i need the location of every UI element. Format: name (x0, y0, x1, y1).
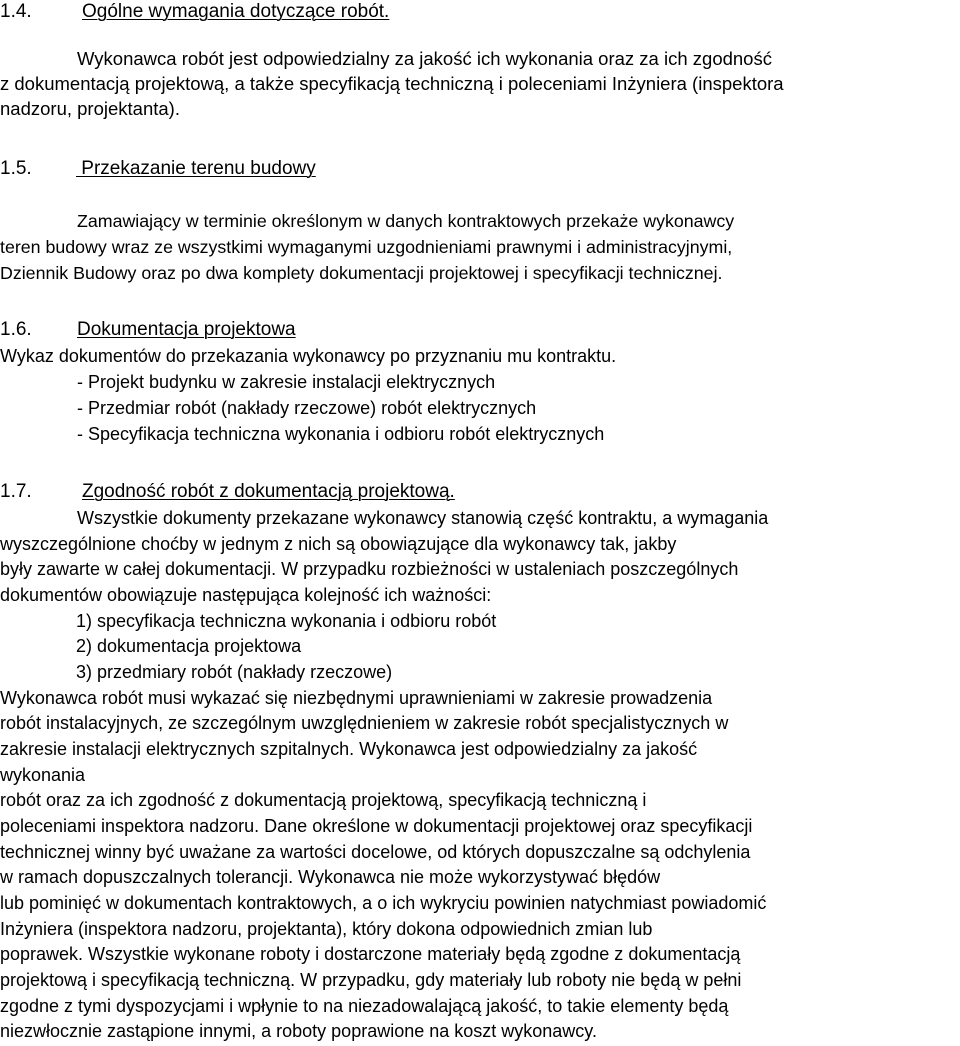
paragraph-line: Dziennik Budowy oraz po dwa komplety dokumentacji projektowej i specyfikacji technicznej. (0, 263, 723, 283)
paragraph-line: zgodne z tymi dyspozycjami i wpłynie to na niezadowalającą jakość, to takie elementy będą (0, 996, 729, 1016)
paragraph-line: wykonania (0, 765, 86, 785)
paragraph-line: zakresie instalacji elektrycznych szpitalnych. Wykonawca jest odpowiedzialny za jakość (0, 739, 698, 759)
section-title: Przekazanie terenu budowy (76, 158, 316, 179)
paragraph-line: teren budowy wraz ze wszystkimi wymaganymi uzgodnieniami prawnymi i administracyjnymi, (0, 237, 733, 257)
paragraph-line: Wykonawca robót musi wykazać się niezbędnymi uprawnieniami w zakresie prowadzenia (0, 688, 713, 708)
paragraph-line: Inżyniera (inspektora nadzoru, projektanta), który dokona odpowiednich zmian lub (0, 919, 653, 939)
section-title: Zgodność robót z dokumentacją projektową. (82, 481, 455, 502)
paragraph-line: Wykaz dokumentów do przekazania wykonawcy po przyznaniu mu kontraktu. (0, 346, 617, 366)
paragraph-line: nadzoru, projektanta). (0, 98, 180, 119)
list-item: - Specyfikacja techniczna wykonania i odbioru robót elektrycznych (77, 424, 605, 444)
list-item: 2) dokumentacja projektowa (76, 636, 302, 656)
paragraph-line: były zawarte w całej dokumentacji. W przypadku rozbieżności w ustaleniach poszczególnych (0, 559, 739, 579)
paragraph-line: robót instalacyjnych, ze szczególnym uwzględnieniem w zakresie robót specjalistycznych w (0, 713, 729, 733)
section-number: 1.6. (0, 319, 32, 340)
section-number: 1.7. (0, 481, 32, 502)
paragraph-line: poleceniami inspektora nadzoru. Dane określone w dokumentacji projektowej oraz specyfikacji (0, 816, 753, 836)
section-heading-1-4 (0, 0, 389, 24)
paragraph-line: projektową i specyfikacją techniczną. W przypadku, gdy materiały lub roboty nie będą w pełni (0, 970, 742, 990)
paragraph-line: robót oraz za ich zgodność z dokumentacją projektową, specyfikacją techniczną i (0, 790, 647, 810)
section-heading-1-6 (0, 318, 296, 342)
paragraph-line: Wykonawca robót jest odpowiedzialny za jakość ich wykonania oraz za ich zgodność (77, 48, 772, 69)
section-heading-1-5 (0, 157, 316, 181)
list-item: - Przedmiar robót (nakłady rzeczowe) robót elektrycznych (77, 398, 537, 418)
paragraph-line: Wszystkie dokumenty przekazane wykonawcy stanowią część kontraktu, a wymagania (77, 508, 769, 528)
list-item: 3) przedmiary robót (nakłady rzeczowe) (76, 662, 393, 682)
paragraph-line: lub pominięć w dokumentach kontraktowych, a o ich wykryciu powinien natychmiast powiadomić (0, 893, 767, 913)
section-heading-1-7 (0, 480, 455, 504)
paragraph-line: w ramach dopuszczalnych tolerancji. Wykonawca nie może wykorzystywać błędów (0, 867, 661, 887)
paragraph-line: wyszczególnione choćby w jednym z nich są obowiązujące dla wykonawcy tak, jakby (0, 534, 677, 554)
paragraph-line: Zamawiający w terminie określonym w danych kontraktowych przekaże wykonawcy (77, 211, 735, 231)
list-item: - Projekt budynku w zakresie instalacji elektrycznych (77, 372, 496, 392)
list-item: 1) specyfikacja techniczna wykonania i odbioru robót (76, 611, 497, 631)
paragraph-line: poprawek. Wszystkie wykonane roboty i dostarczone materiały będą zgodne z dokumentacją (0, 944, 741, 964)
paragraph-line: z dokumentacją projektową, a także specyfikacją techniczną i poleceniami Inżyniera (inspektora (0, 73, 784, 94)
section-title: Dokumentacja projektowa (77, 319, 296, 340)
paragraph-line: technicznej winny być uważane za wartości docelowe, od których dopuszczalne są odchylenia (0, 842, 751, 862)
paragraph-line: dokumentów obowiązuje następująca kolejność ich ważności: (0, 585, 492, 605)
paragraph-line: niezwłocznie zastąpione innymi, a roboty poprawione na koszt wykonawcy. (0, 1021, 597, 1041)
section-number: 1.5. (0, 158, 32, 179)
section-number: 1.4. (0, 1, 32, 22)
section-title: Ogólne wymagania dotyczące robót. (82, 1, 390, 22)
